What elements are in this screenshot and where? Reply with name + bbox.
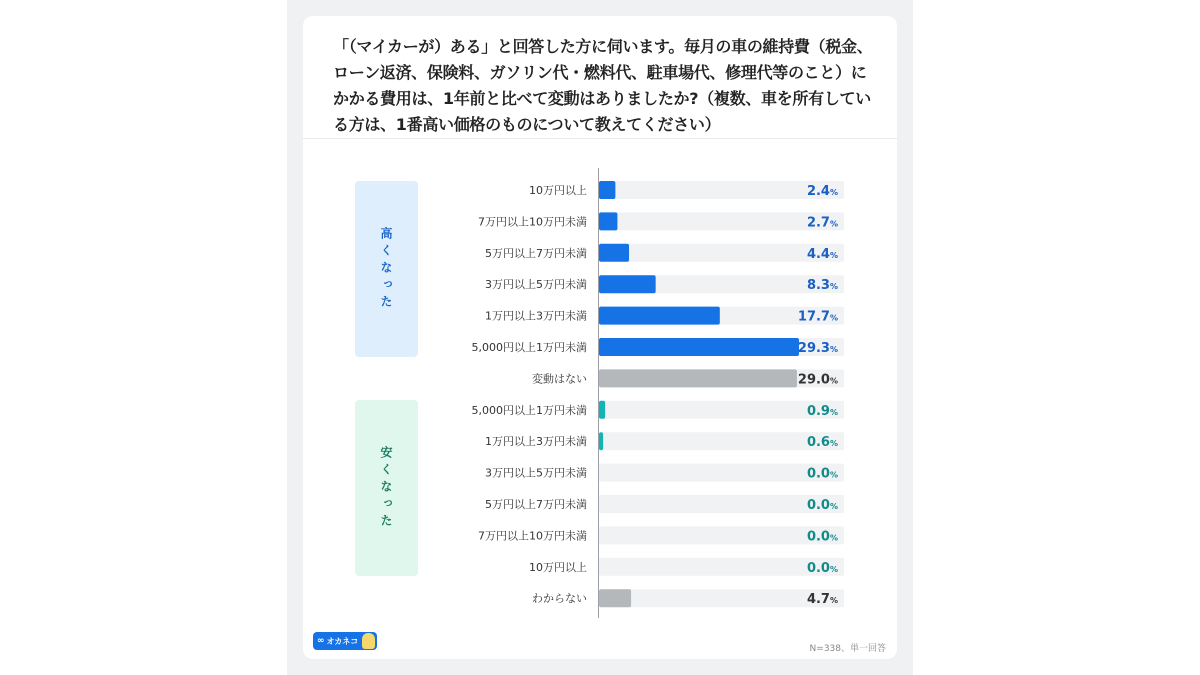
infinity-icon: ∞ — [317, 636, 325, 646]
category-label: 7万円以上10万円未満 — [478, 215, 587, 229]
bar — [599, 307, 720, 325]
category-label: 5万円以上7万円未満 — [485, 246, 587, 260]
bar — [599, 369, 797, 387]
value-label: 2.7% — [806, 215, 838, 231]
bar — [599, 212, 617, 230]
bar — [599, 401, 605, 419]
value-label: 4.7% — [806, 592, 838, 608]
bar — [599, 589, 631, 607]
value-label: 29.0% — [797, 372, 838, 388]
value-label: 8.3% — [806, 278, 838, 294]
group-label-down: 安くなった — [379, 445, 393, 531]
category-label: わからない — [532, 592, 587, 606]
category-label: 5万円以上7万円未満 — [485, 498, 587, 511]
bar — [599, 181, 615, 199]
value-label: 0.6% — [806, 435, 838, 451]
value-label: 2.4% — [806, 184, 838, 199]
group-label-up: 高くなった — [379, 226, 393, 312]
logo-text: オカネコ — [326, 636, 359, 646]
category-label: 10万円以上 — [529, 184, 587, 197]
category-label: 1万円以上3万円未満 — [485, 435, 587, 449]
category-label: 5,000円以上1万円未満 — [471, 403, 587, 417]
category-label: 3万円以上5万円未満 — [485, 278, 587, 292]
category-label: 1万円以上3万円未満 — [485, 309, 587, 323]
value-label: 17.7% — [797, 309, 838, 325]
value-label: 0.0% — [806, 498, 838, 513]
cat-icon — [362, 633, 375, 649]
category-label: 変動はない — [532, 372, 587, 386]
bar — [599, 432, 603, 450]
bar — [599, 244, 629, 262]
value-label: 4.4% — [806, 246, 838, 262]
value-label: 29.3% — [797, 341, 838, 356]
okaneko-logo — [313, 632, 377, 650]
value-label: 0.0% — [806, 529, 838, 545]
category-label: 5,000円以上1万円未満 — [471, 341, 587, 354]
axis-line — [598, 168, 599, 618]
value-label: 0.0% — [806, 466, 838, 482]
survey-question: 「（マイカーが）ある」と回答した方に伺います。毎月の車の維持費（税金、ローン返済、保険料、ガソリン代・燃料代、駐車場代、修理代等のこと）にかかる費用は、1年前と比べて変動はありましたか?（複数、車を所有している方は、1番高い価格のものについて教えてください） — [333, 37, 873, 134]
bar — [599, 275, 656, 293]
value-label: 0.9% — [806, 403, 838, 419]
bar — [599, 338, 799, 356]
footnote: N=338、単一回答 — [809, 644, 886, 654]
category-label: 7万円以上10万円未満 — [478, 529, 587, 543]
category-label: 3万円以上5万円未満 — [485, 466, 587, 480]
value-label: 0.0% — [806, 560, 838, 576]
category-label: 10万円以上 — [529, 560, 587, 574]
